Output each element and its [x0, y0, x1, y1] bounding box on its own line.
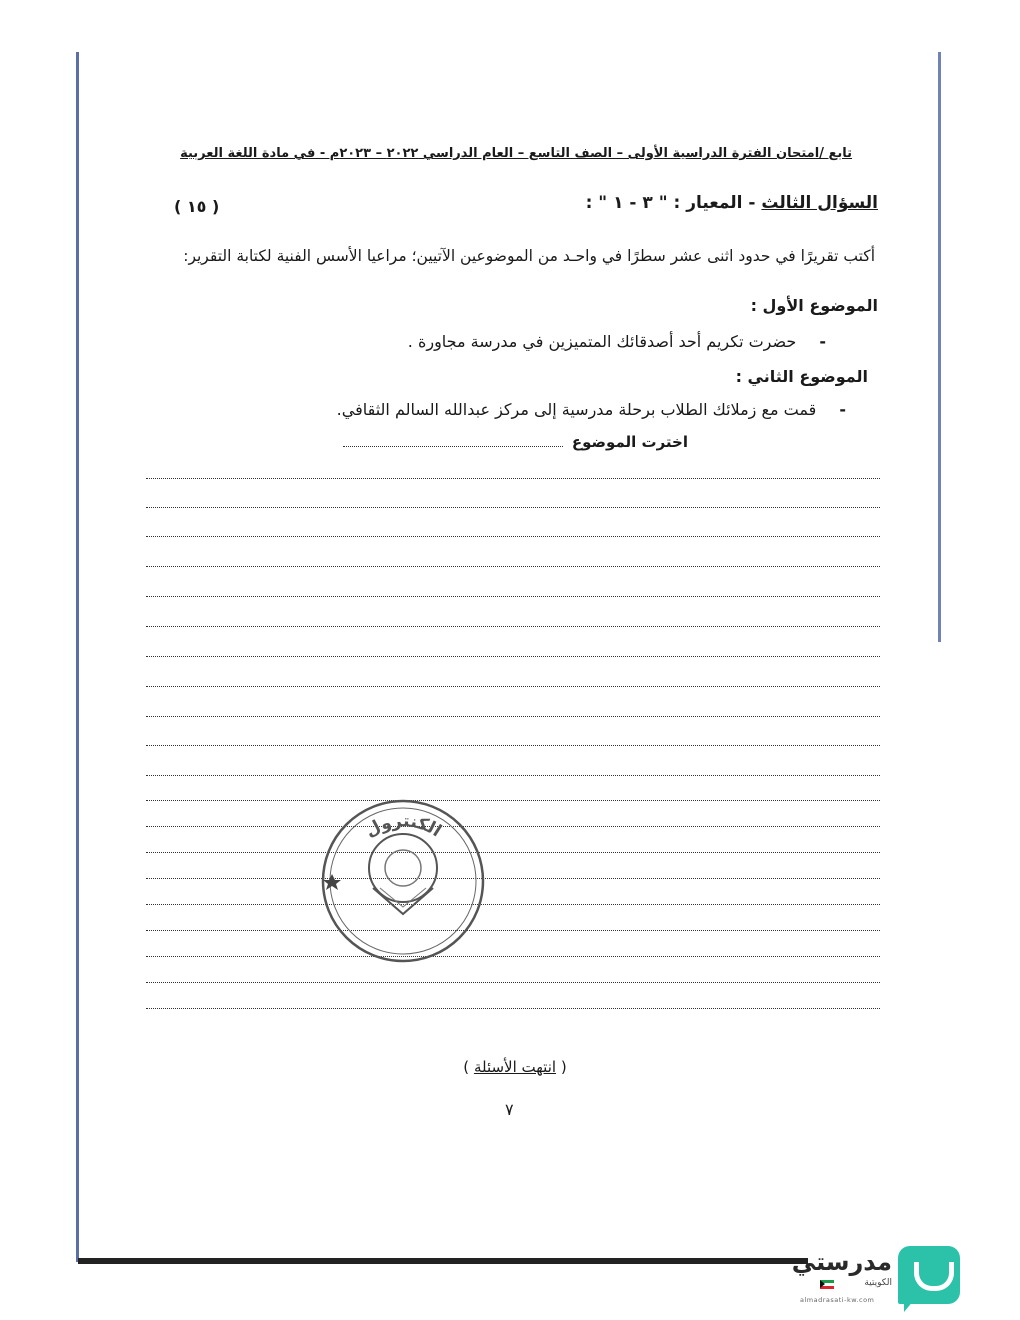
smile-logo-icon [898, 1246, 960, 1304]
writing-line[interactable] [146, 904, 880, 905]
topic-2-text: قمت مع زملائك الطلاب برحلة مدرسية إلى مركز عبدالله السالم الثقافي. [336, 400, 817, 419]
writing-line[interactable] [146, 596, 880, 597]
question-title: السؤال الثالث - المعيار : " ٣ - ١ " : [585, 193, 878, 213]
instruction-text: أكتب تقريرًا في حدود اثنى عشر سطرًا في واحـد من الموضوعين الآتيين؛ مراعيا الأسس الفنية لكتابة التقرير: [183, 247, 875, 265]
madrasati-logo[interactable] [791, 1244, 966, 1320]
bullet-dash: - [819, 332, 826, 351]
logo-subtitle: الكويتية [864, 1278, 892, 1288]
writing-line[interactable] [146, 956, 880, 957]
writing-line[interactable] [146, 826, 880, 827]
topic-1-text: حضرت تكريم أحد أصدقائك المتميزين في مدرسة مجاورة . [407, 332, 797, 351]
writing-line[interactable] [146, 507, 880, 508]
writing-line[interactable] [146, 930, 880, 931]
writing-line[interactable] [146, 1008, 880, 1009]
page-edge-right [938, 52, 941, 642]
svg-text:الكنترول [362, 811, 445, 841]
topic-2-item [337, 400, 846, 419]
question-number: السؤال الثالث [761, 193, 878, 213]
page-edge-bottom [78, 1258, 808, 1264]
page-edge-left [76, 52, 79, 1262]
chosen-topic-row [336, 432, 688, 451]
writing-line[interactable] [146, 800, 880, 801]
writing-line[interactable] [146, 686, 880, 687]
logo-url: almadrasati-kw.com [800, 1296, 875, 1304]
end-note-open: ( [560, 1058, 567, 1076]
writing-line[interactable] [146, 982, 880, 983]
bullet-dash: - [839, 400, 846, 419]
writing-line[interactable] [146, 566, 880, 567]
end-note-text: انتهت الأسئلة [473, 1058, 557, 1076]
question-standard: المعيار : " ٣ - ١ " : [585, 193, 743, 213]
writing-line[interactable] [146, 745, 880, 746]
kuwait-flag-icon [820, 1280, 834, 1289]
page-number: ٧ [505, 1100, 514, 1119]
end-note-close: ) [463, 1058, 470, 1076]
writing-line[interactable] [146, 536, 880, 537]
logo-name: مدرستي [791, 1248, 892, 1276]
exam-page [78, 52, 940, 1262]
writing-line[interactable] [146, 478, 880, 479]
topic-2-label: الموضوع الثاني : [735, 367, 868, 386]
writing-line[interactable] [146, 775, 880, 776]
exam-header: تابع /امتحان الفترة الدراسية الأولى – الصف التاسع – العام الدراسي ٢٠٢٢ – ٢٠٢٣م - في مادة اللغة العربية [180, 146, 852, 161]
end-note [430, 1058, 600, 1076]
topic-1-item [408, 332, 826, 351]
writing-line[interactable] [146, 626, 880, 627]
chosen-topic-label: اخترت الموضوع [571, 433, 688, 451]
writing-line[interactable] [146, 852, 880, 853]
stamp-text: الكنترول [361, 811, 445, 842]
writing-line[interactable] [146, 656, 880, 657]
chosen-topic-field[interactable] [343, 432, 563, 447]
topic-1-label: الموضوع الأول : [750, 296, 878, 315]
writing-line[interactable] [146, 716, 880, 717]
writing-line[interactable] [146, 878, 880, 879]
control-stamp [318, 796, 488, 966]
question-marks: ( ١٥ ) [174, 197, 220, 216]
